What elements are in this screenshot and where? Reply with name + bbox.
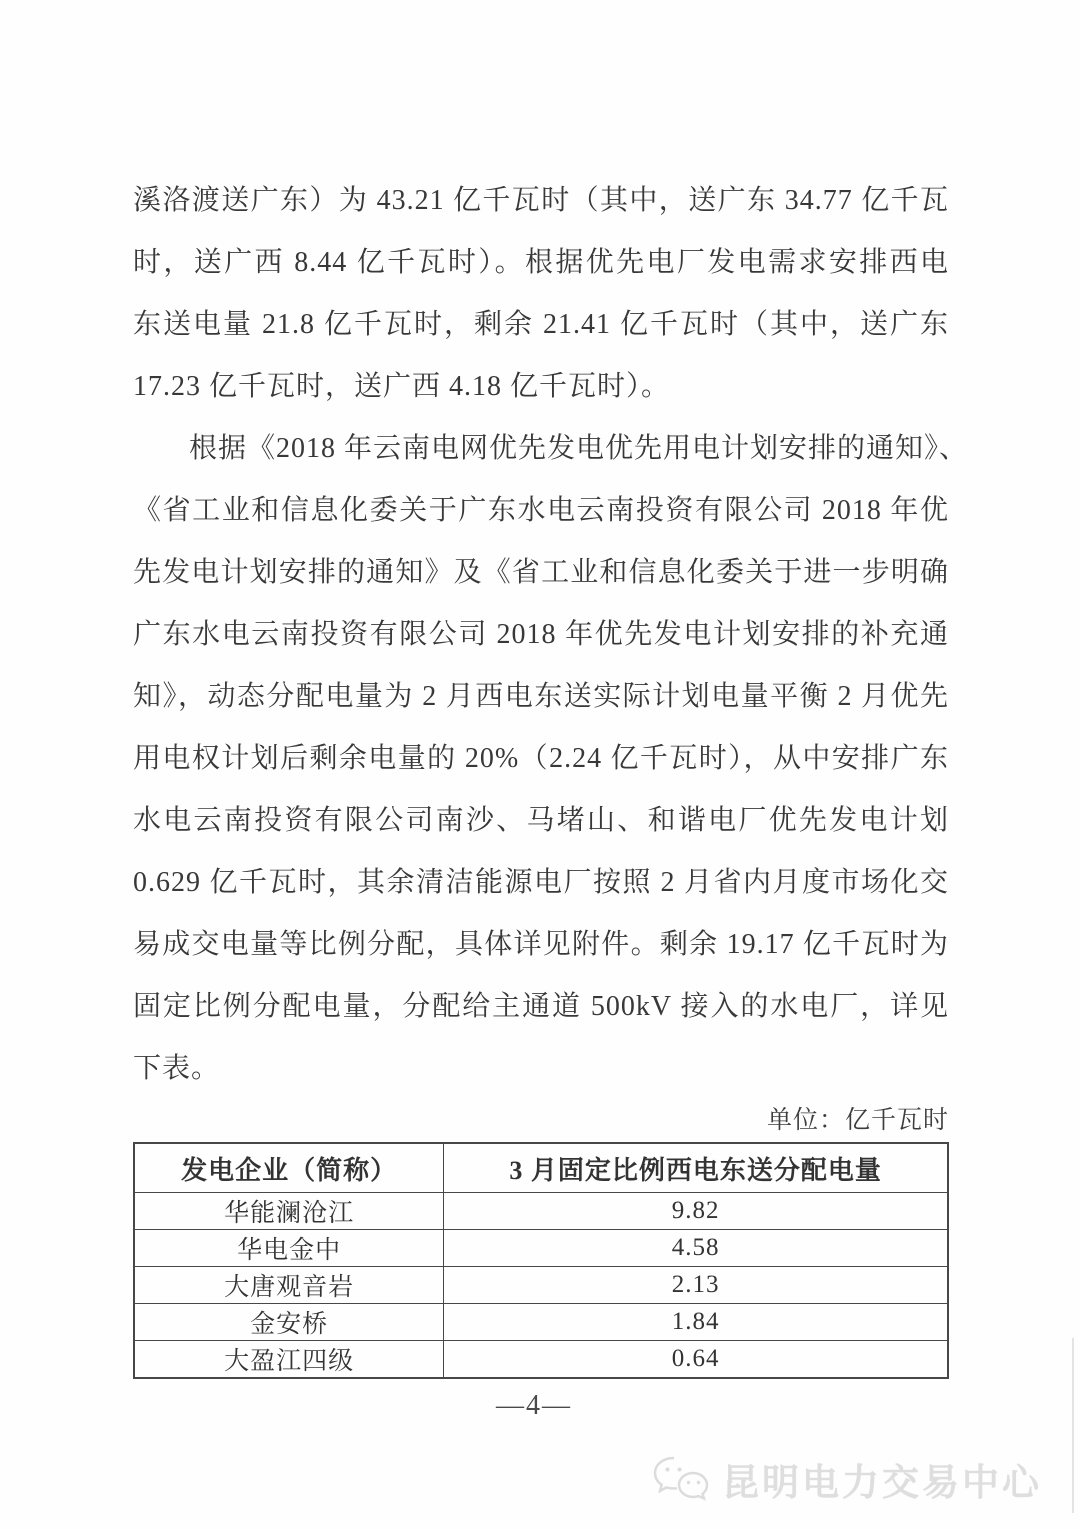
company-cell: 大盈江四级 <box>134 1341 444 1379</box>
allocation-table-body <box>134 1193 948 1379</box>
wechat-icon <box>650 1454 712 1504</box>
table-row <box>134 1341 948 1379</box>
footer-brand-label: 昆明电力交易中心 <box>722 1463 1042 1504</box>
document-content <box>133 0 969 1379</box>
table-row <box>134 1267 948 1304</box>
allocation-table-head <box>134 1143 948 1193</box>
header-company: 发电企业（简称） <box>134 1143 444 1193</box>
value-cell: 9.82 <box>444 1193 948 1230</box>
text-line: 固定比例分配电量，分配给主通道 500kV 接入的水电厂，详见 <box>133 991 949 1022</box>
text-line: 先发电计划安排的通知》及《省工业和信息化委关于进一步明确 <box>133 557 949 588</box>
text-line: 0.629 亿千瓦时，其余清洁能源电厂按照 2 月省内月度市场化交 <box>133 867 949 898</box>
text-line: 易成交电量等比例分配，具体详见附件。剩余 19.17 亿千瓦时为 <box>133 929 949 960</box>
text-line: 时，送广西 8.44 亿千瓦时）。根据优先电厂发电需求安排西电 <box>133 247 949 278</box>
table-header-row <box>134 1143 948 1193</box>
header-allocation: 3 月固定比例西电东送分配电量 <box>444 1143 948 1193</box>
company-cell: 华能澜沧江 <box>134 1193 444 1230</box>
table-unit-label: 单位：亿千瓦时 <box>766 1107 949 1134</box>
text-line: 溪洛渡送广东）为 43.21 亿千瓦时（其中，送广东 34.77 亿千瓦 <box>133 185 949 216</box>
allocation-table <box>133 1142 949 1379</box>
body-text <box>133 170 969 1100</box>
value-cell: 1.84 <box>444 1304 948 1341</box>
table-row <box>134 1230 948 1267</box>
text-line: 用电权计划后剩余电量的 20%（2.24 亿千瓦时），从中安排广东 <box>133 743 949 774</box>
text-line: 《省工业和信息化委关于广东水电云南投资有限公司 2018 年优 <box>133 495 949 526</box>
page-number: —4— <box>496 1390 572 1421</box>
text-line: 东送电量 21.8 亿千瓦时，剩余 21.41 亿千瓦时（其中，送广东 <box>133 309 949 340</box>
table-row <box>134 1193 948 1230</box>
value-cell: 2.13 <box>444 1267 948 1304</box>
value-cell: 0.64 <box>444 1341 948 1379</box>
text-line: 17.23 亿千瓦时，送广西 4.18 亿千瓦时）。 <box>133 371 671 402</box>
company-cell: 大唐观音岩 <box>134 1267 444 1304</box>
text-line: 根据《2018 年云南电网优先发电优先用电计划安排的通知》、 <box>189 433 969 464</box>
footer-brand <box>650 1452 1042 1506</box>
company-cell: 华电金中 <box>134 1230 444 1267</box>
text-line: 知》，动态分配电量为 2 月西电东送实际计划电量平衡 2 月优先 <box>133 681 949 712</box>
text-line: 下表。 <box>133 1053 221 1084</box>
table-row <box>134 1304 948 1341</box>
text-line: 广东水电云南投资有限公司 2018 年优先发电计划安排的补充通 <box>133 619 949 650</box>
page-edge-line <box>1072 1338 1074 1513</box>
value-cell: 4.58 <box>444 1230 948 1267</box>
text-line: 水电云南投资有限公司南沙、马堵山、和谐电厂优先发电计划 <box>133 805 949 836</box>
company-cell: 金安桥 <box>134 1304 444 1341</box>
